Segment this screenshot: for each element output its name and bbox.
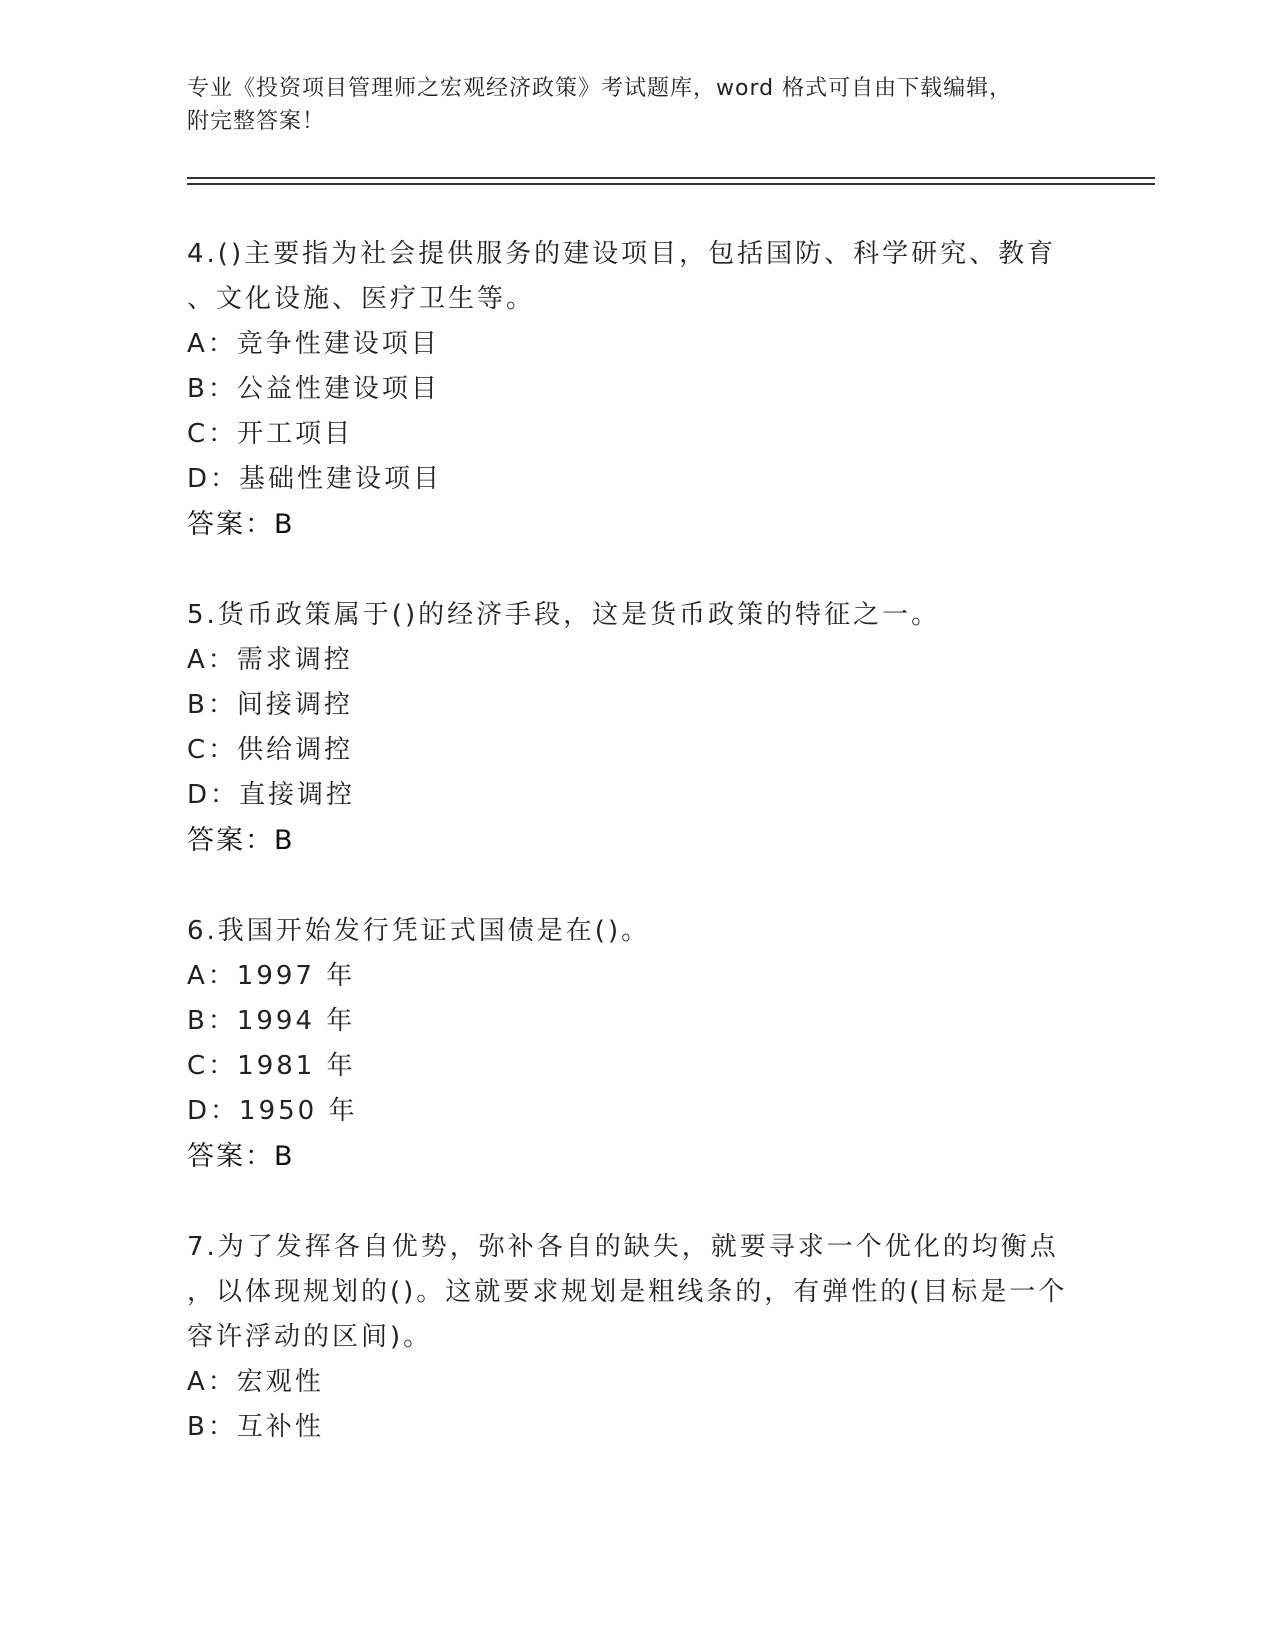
option-d: D：1950 年 [187,1096,358,1126]
option-d: D：直接调控 [187,780,356,810]
question-7 [187,1225,1117,1450]
header-line-1: 专业《投资项目管理师之宏观经济政策》考试题库，word 格式可自由下载编辑， [187,76,1013,101]
question-text: ，以体现规划的()。这就要求规划是粗线条的，有弹性的(目标是一个 [187,1277,1068,1307]
divider-line-top [187,177,1155,179]
document-header [187,72,1087,138]
header-divider [187,177,1155,185]
question-text: 5.货币政策属于()的经济手段，这是货币政策的特征之一。 [187,600,941,630]
answer-label: 答案：B [187,1141,295,1172]
question-5 [187,593,1117,863]
option-b: B：互补性 [187,1412,324,1442]
option-c: C：开工项目 [187,419,354,449]
option-c: C：供给调控 [187,735,354,765]
option-a: A：宏观性 [187,1367,324,1397]
question-text: 6.我国开始发行凭证式国债是在()。 [187,916,651,946]
question-text: 容许浮动的区间)。 [187,1322,433,1352]
answer-label: 答案：B [187,825,295,856]
question-4 [187,232,1117,547]
question-list [187,232,1117,1496]
option-b: B：公益性建设项目 [187,374,440,404]
option-a: A：需求调控 [187,645,353,675]
option-b: B：1994 年 [187,1006,356,1036]
question-text: 4.()主要指为社会提供服务的建设项目，包括国防、科学研究、教育 [187,239,1057,269]
divider-line-bottom [187,183,1155,185]
question-text: 7.为了发挥各自优势，弥补各自的缺失，就要寻求一个优化的均衡点 [187,1232,1059,1262]
option-c: C：1981 年 [187,1051,356,1081]
option-a: A：竞争性建设项目 [187,329,440,359]
header-line-2: 附完整答案！ [187,109,326,134]
answer-label: 答案：B [187,509,295,540]
option-b: B：间接调控 [187,690,353,720]
question-text: 、文化设施、医疗卫生等。 [187,284,536,314]
question-6 [187,909,1117,1179]
option-d: D：基础性建设项目 [187,464,443,494]
option-a: A：1997 年 [187,961,356,991]
